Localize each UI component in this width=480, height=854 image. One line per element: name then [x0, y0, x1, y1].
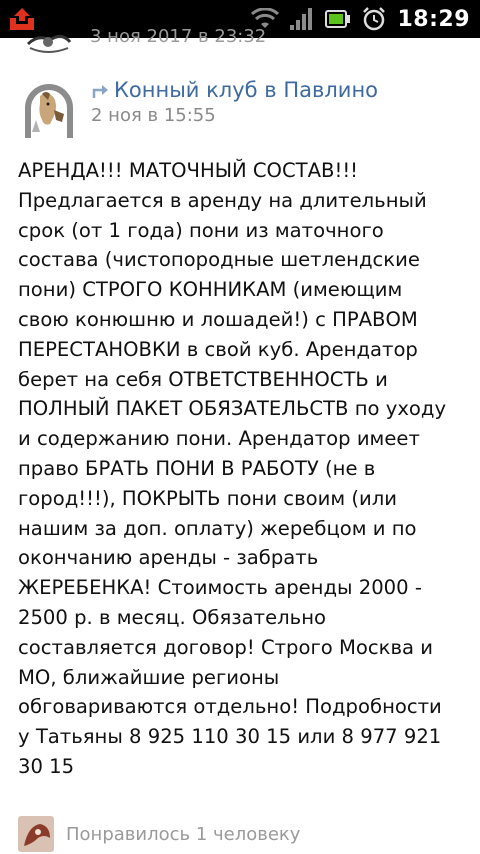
clock-time: 18:29: [397, 6, 470, 32]
author-avatar[interactable]: [18, 78, 80, 142]
signal-icon: [289, 7, 315, 31]
post-date: 2 ноя в 15:55: [91, 105, 216, 126]
previous-post-avatar[interactable]: [18, 22, 78, 56]
battery-icon: [325, 9, 351, 29]
post-author-link[interactable]: Конный клуб в Павлино: [114, 78, 379, 102]
previous-post-date: 3 ноя 2017 в 23:32: [90, 26, 267, 47]
liker-avatar[interactable]: [18, 816, 54, 852]
post-text: АРЕНДА!!! МАТОЧНЫЙ СОСТАВ!!! Предлагается в аренду на длительный срок (от 1 года) пони из маточного состава (чистопородные шетлендские пони) СТРОГО КОННИКАМ (имеющим свою конюшню и лошадей!) с ПРАВОМ ПЕРЕСТАНОВКИ в свой куб. Арендатор берет на себя ОТВЕТСТВЕННОСТЬ и ПОЛНЫЙ ПАКЕТ ОБЯЗАТЕЛЬСТВ по уходу и содержанию пони. Арендатор имеет право БРАТЬ ПОНИ В РАБОТУ (не в город!!!), ПОКРЫТЬ пони своим (или нашим за доп. оплату) жеребцом и по окончанию аренды - забрать ЖЕРЕБЕНКА! Стоимость аренды 2000 - 2500 р. в месяц. Обязательно составляется договор! Строго Москва и МО, ближайшие регионы обговариваются отдельно! Подробности у Татьяны 8 925 110 30 15 или 8 977 921 30 15: [18, 159, 447, 778]
repost-icon: [92, 82, 112, 100]
alarm-icon: [361, 6, 387, 32]
likes-count-text[interactable]: Понравилось 1 человеку: [66, 824, 301, 845]
